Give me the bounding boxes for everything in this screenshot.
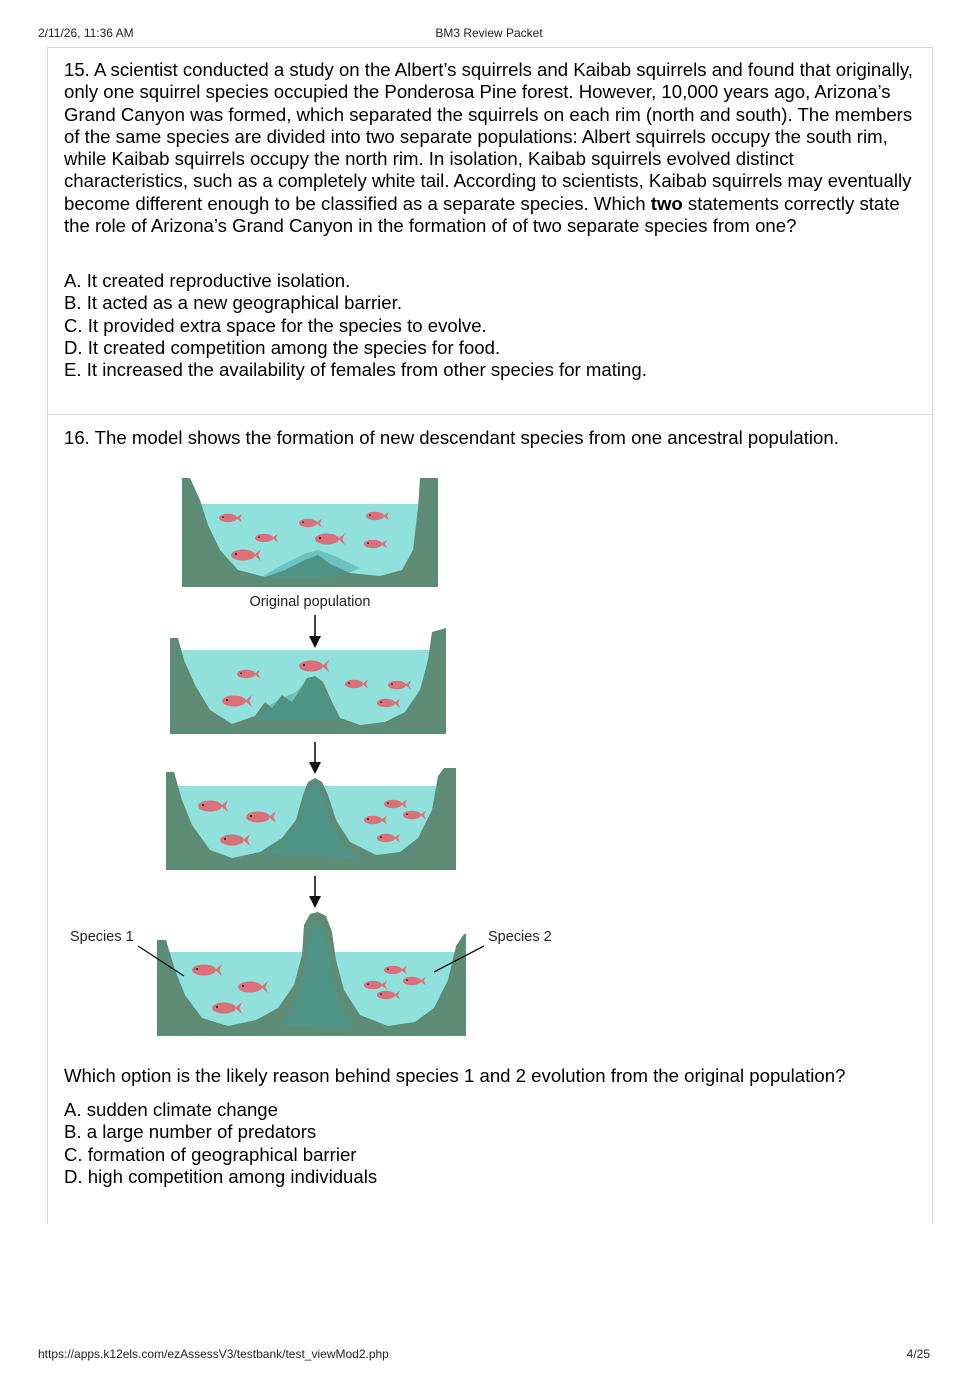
option-d[interactable]: D. It created competition among the species for food. xyxy=(64,336,501,358)
arrow-2-icon xyxy=(309,742,321,774)
page-number: 4/25 xyxy=(906,1347,930,1361)
speciation-diagram xyxy=(60,470,560,1045)
question-15-text: 15. A scientist conducted a study on the Albert’s squirrels and Kaibab squirrels and found that originally, only one squirrel species occupied the Ponderosa Pine forest. However, 10,000 years ago, Arizona’s Grand Canyon was formed, which separated the squirrels on each rim (north and south). The members of the same species are divided into two separate populations: Albert squirrels occupy the south rim, while Kaibab squirrels occupy the north rim. In isolation, Kaibab squirrels evolved distinct characteristics, such as a completely white tail. According to scientists, Kaibab squirrels may eventually become different enough to be classified as a separate species. Which two statements correctly state the role of Arizona’s Grand Canyon in the formation of of two separate species from one? xyxy=(64,59,913,237)
document-title: BM3 Review Packet xyxy=(435,26,543,40)
arrow-1-icon xyxy=(309,615,321,648)
option-c[interactable]: C. It provided extra space for the species to evolve. xyxy=(64,314,487,336)
option-c[interactable]: C. formation of geographical barrier xyxy=(64,1143,357,1165)
option-a[interactable]: A. It created reproductive isolation. xyxy=(64,270,351,291)
stage-3-panel xyxy=(166,768,456,870)
page-url: https://apps.k12els.com/ezAssessV3/testbank/test_viewMod2.php xyxy=(38,1347,389,1361)
option-d[interactable]: D. high competition among individuals xyxy=(64,1165,378,1187)
question-15-emphasis: two xyxy=(650,192,683,214)
species-1-label: Species 1 xyxy=(70,929,134,945)
species-2-label: Species 2 xyxy=(488,929,552,945)
question-16-intro: 16. The model shows the formation of new descendant species from one ancestral population. xyxy=(64,427,839,448)
question-16-text: Which option is the likely reason behind species 1 and 2 evolution from the original population? xyxy=(64,1065,846,1086)
question-16-options xyxy=(64,1099,377,1188)
stage-4-panel xyxy=(157,912,466,1036)
original-population-label: Original population xyxy=(249,594,371,610)
stage-2-panel xyxy=(170,628,446,734)
option-b[interactable]: B. It acted as a new geographical barrier. xyxy=(64,292,402,314)
question-15-options xyxy=(64,270,647,381)
stage-1-panel xyxy=(182,478,438,587)
print-datetime: 2/11/26, 11:36 AM xyxy=(38,26,134,40)
option-b[interactable]: B. a large number of predators xyxy=(64,1121,317,1143)
arrow-3-icon xyxy=(309,876,321,908)
option-a[interactable]: A. sudden climate change xyxy=(64,1099,278,1120)
option-e[interactable]: E. It increased the availability of females from other species for mating. xyxy=(64,359,647,381)
